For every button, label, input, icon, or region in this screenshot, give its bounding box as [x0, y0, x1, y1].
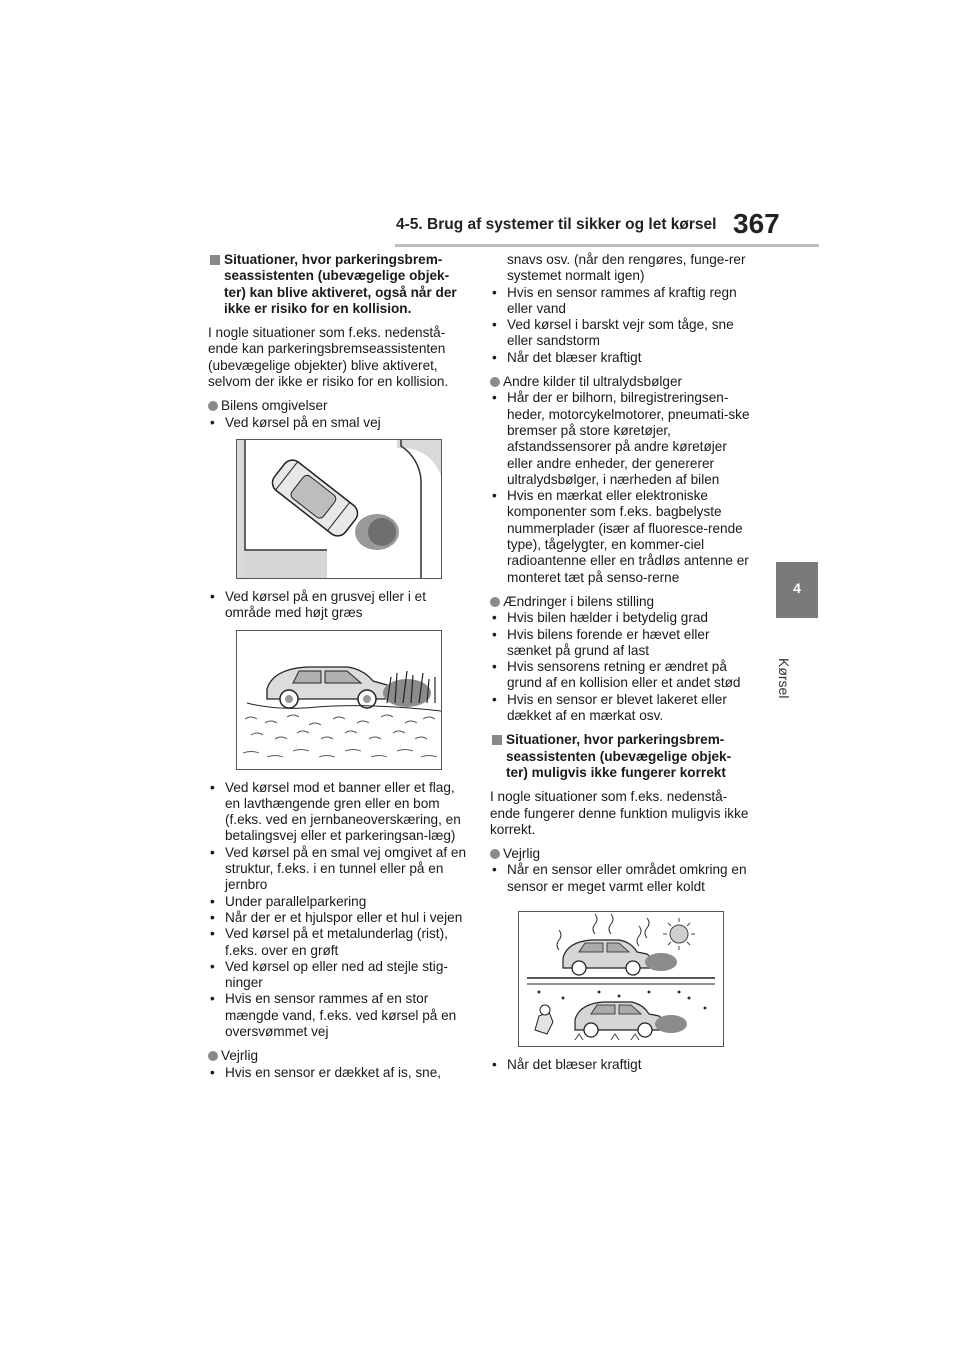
- list-item: • Hvis en mærkat eller elektroniske komponenter som f.eks. bagbelyste nummerplader (især af fluoresce-rende type), tågelygter, en kommer-ciel radioantenne eller en trådløs antenne er monteret tæt på senso-rerne: [490, 488, 750, 586]
- list-item: • Når det blæser kraftigt: [490, 350, 750, 366]
- right-column: [490, 252, 750, 1081]
- circle-bullet-icon: [490, 849, 500, 859]
- subheading-text: Vejrlig: [221, 1048, 259, 1064]
- subheading-stilling: [490, 594, 750, 610]
- list-item: • Under parallelparkering: [208, 894, 468, 910]
- list-item: • Hår der er bilhorn, bilregistreringsen-heder, motorcykelmotorer, pneumati-ske bremser på store køretøjer, afstandssensorer på andre køretøjer eller andre enheder, der genererer ultralydsbølger, i nærheden af bilen: [490, 390, 750, 488]
- subheading-vejrlig: [208, 1048, 468, 1064]
- weather-figure: [519, 912, 723, 1046]
- bullet-list: [490, 285, 750, 366]
- subheading-text: Ændringer i bilens stilling: [503, 593, 655, 609]
- list-item: • Når en sensor eller området omkring en sensor er meget varmt eller koldt: [490, 862, 750, 895]
- section-heading-text: Situationer, hvor parkeringsbrem-seassistenten (ubevægelige objek-ter) muligvis ikke fungerer korrekt: [506, 732, 732, 780]
- bullet-list: [208, 780, 468, 1041]
- chapter-title: 4-5. Brug af systemer til sikker og let kørsel: [396, 216, 717, 233]
- circle-bullet-icon: [490, 377, 500, 387]
- narrow-road-figure: [237, 440, 441, 578]
- list-item: • Ved kørsel op eller ned ad stejle stig-ninger: [208, 959, 468, 992]
- header-divider: [395, 244, 819, 247]
- illustration-gravel-road: [236, 630, 442, 770]
- page-number: 367: [733, 208, 780, 239]
- list-item: • Ved kørsel i barskt vejr som tåge, sne eller sandstorm: [490, 317, 750, 350]
- list-item: • Ved kørsel mod et banner eller et flag, en lavthængende gren eller en bom (f.eks. ved en jernbaneoverskæring, en betalingsvej eller et parkeringsan-læg): [208, 780, 468, 845]
- intro-paragraph: I nogle situationer som f.eks. nedenstå-ende fungerer denne funktion muligvis ikke korrekt.: [490, 789, 749, 837]
- bullet-list: [208, 589, 468, 622]
- illustration-narrow-road: [236, 439, 442, 579]
- list-item: • Hvis en sensor er dækket af is, sne,: [208, 1065, 468, 1081]
- bullet-list: [490, 610, 750, 724]
- subheading-text: Bilens omgivelser: [221, 398, 328, 414]
- list-item: • Når det blæser kraftigt: [490, 1057, 750, 1073]
- list-item: • Når der er et hjulspor eller et hul i vejen: [208, 910, 468, 926]
- list-item: • Hvis bilen hælder i betydelig grad: [490, 610, 750, 626]
- subheading-text: Vejrlig: [503, 846, 541, 862]
- bullet-list: [490, 1057, 750, 1073]
- page-header: [0, 0, 960, 250]
- list-item: • Hvis en sensor rammes af en stor mængde vand, f.eks. ved kørsel på en oversvømmet vej: [208, 991, 468, 1040]
- left-column: [208, 252, 468, 1089]
- square-bullet-icon: [492, 735, 502, 745]
- chapter-tab-number: 4: [793, 580, 801, 596]
- section-heading: [208, 252, 468, 317]
- list-item: • Hvis bilens forende er hævet eller sænket på grund af last: [490, 627, 750, 660]
- subheading-ultralyd: [490, 374, 750, 390]
- chapter-tab: [776, 562, 818, 618]
- subheading-vejrlig: [490, 846, 750, 862]
- bullet-list: [208, 415, 468, 431]
- section-heading-text: Situationer, hvor parkeringsbrem-seassistenten (ubevægelige objek-ter) kan blive aktiveret, også når der ikke er risiko for en kollision.: [224, 252, 457, 316]
- subheading-bilens-omgivelser: [208, 398, 468, 414]
- circle-bullet-icon: [208, 1051, 218, 1061]
- bullet-list: [490, 862, 750, 895]
- subheading-text: Andre kilder til ultralydsbølger: [503, 374, 683, 390]
- illustration-weather: [518, 911, 724, 1047]
- list-item: • Ved kørsel på en grusvej eller i et område med højt græs: [208, 589, 468, 622]
- list-item: • Hvis sensorens retning er ændret på grund af en kollision eller et andet stød: [490, 659, 750, 692]
- list-item: • Ved kørsel på et metalunderlag (rist), f.eks. over en grøft: [208, 926, 468, 959]
- section-heading: [490, 732, 750, 781]
- chapter-tab-label: Kørsel: [776, 658, 792, 699]
- bullet-list: [490, 390, 750, 586]
- list-item: • Ved kørsel på en smal vej: [208, 415, 468, 431]
- continued-text: snavs osv. (når den rengøres, funge-rer systemet normalt igen): [507, 252, 746, 284]
- intro-paragraph: I nogle situationer som f.eks. nedenstå-ende kan parkeringsbremseassistenten (ubevægelige objekter) blive aktiveret, selvom der ikke er risiko for en kollision.: [208, 325, 449, 390]
- square-bullet-icon: [210, 255, 220, 265]
- bullet-list: [208, 1065, 468, 1081]
- circle-bullet-icon: [490, 597, 500, 607]
- list-item: • Ved kørsel på en smal vej omgivet af en struktur, f.eks. i en tunnel eller på en jernbro: [208, 845, 468, 894]
- gravel-road-figure: [237, 631, 441, 769]
- list-item: • Hvis en sensor rammes af kraftig regn eller vand: [490, 285, 750, 318]
- list-item: • Hvis en sensor er blevet lakeret eller dækket af en mærkat osv.: [490, 692, 750, 725]
- circle-bullet-icon: [208, 401, 218, 411]
